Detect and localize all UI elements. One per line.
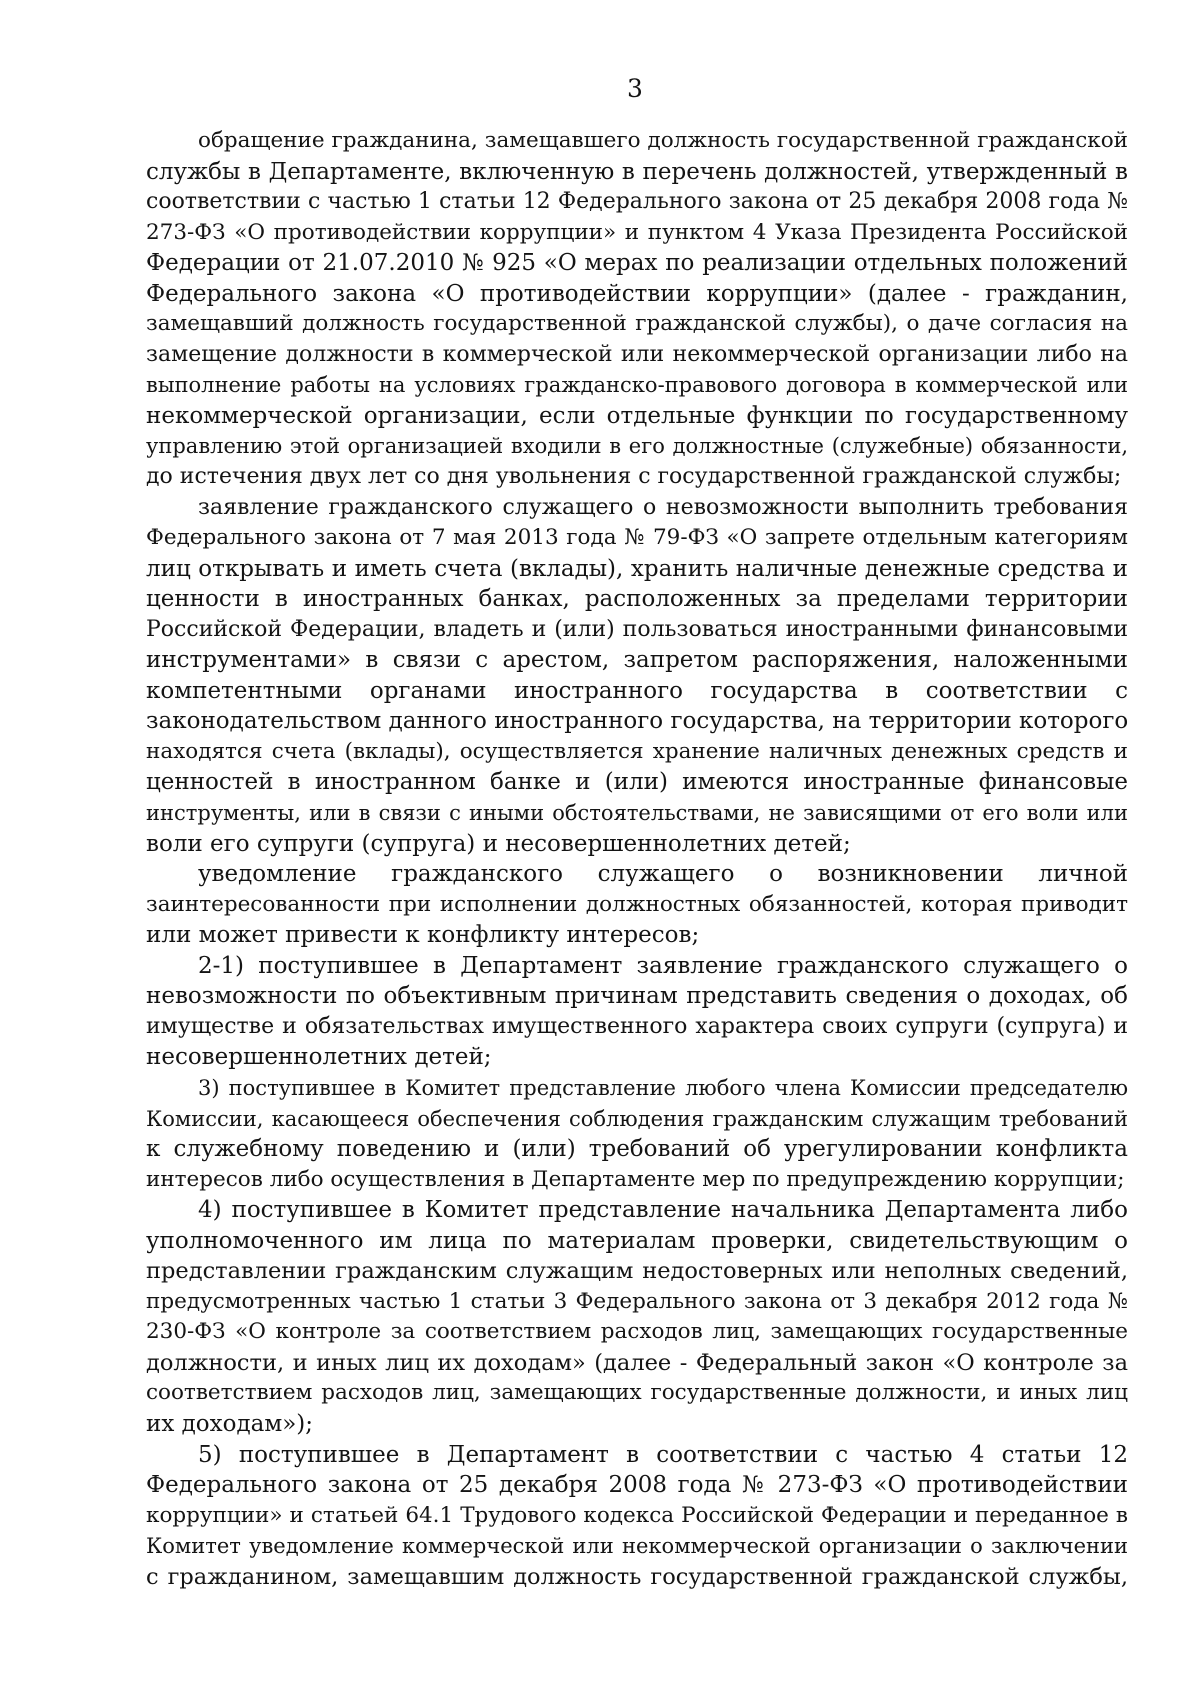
page-number: 3 [627,74,643,103]
text-line: коррупции» и статьей 64.1 Трудового кодекса Российской Федерации и переданное в [146,1502,1128,1528]
text-line: их доходам»); [146,1410,313,1437]
text-line: законодательством данного иностранного государства, на территории которого [146,708,1129,735]
text-line: ценности в иностранных банках, расположенных за пределами территории [146,586,1128,613]
text-line: соответствии с частью 1 статьи 12 Федерального закона от 25 декабря 2008 года № [146,189,1128,215]
text-line: представлении гражданским служащим недостоверных или неполных сведений, [146,1258,1128,1285]
text-line: находятся счета (вклады), осуществляется хранение наличных денежных средств и [146,738,1128,764]
text-line: управлению этой организацией входили в его должностные (служебные) обязанности, [146,434,1128,459]
text-line: 230-ФЗ «О контроле за соответствием расходов лиц, замещающих государственные [146,1319,1128,1345]
text-line: ценностей в иностранном банке и (или) имеются иностранные финансовые [146,769,1128,796]
text-line: или может привести к конфликту интересов; [146,922,700,949]
text-line: инструментами» в связи с арестом, запретом распоряжения, наложенными [146,647,1128,674]
text-line: Комитет уведомление коммерческой или некоммерческой организации о заключении [146,1534,1128,1559]
text-line: с гражданином, замещавшим должность государственной гражданской службы, [146,1563,1128,1590]
text-line: 2-1) поступившее в Департамент заявление гражданского служащего о [198,952,1128,979]
text-line: службы в Департаменте, включенную в перечень должностей, утвержденный в [146,158,1128,185]
text-line: инструменты, или в связи с иными обстоятельствами, не зависящими от его воли или [146,801,1128,826]
document-body [146,126,1128,1592]
text-line: выполнение работы на условиях гражданско-правового договора в коммерческой или [146,373,1128,398]
text-line: некоммерческой организации, если отдельные функции по государственному [146,402,1128,429]
text-line: соответствием расходов лиц, замещающих государственные должности, и иных лиц [146,1380,1128,1406]
text-line: Федерации от 21.07.2010 № 925 «О мерах по реализации отдельных положений [146,250,1128,277]
text-line: заинтересованности при исполнении должностных обязанностей, которая приводит [146,891,1128,917]
text-line: имуществе и обязательствах имущественного характера своих супруги (супруга) и [146,1013,1128,1039]
text-line: компетентными органами иностранного государства в соответствии с [146,677,1128,704]
text-line: несовершеннолетних детей; [146,1044,492,1071]
text-line: уведомление гражданского служащего о возникновении личной [198,861,1128,888]
text-line: воли его супруги (супруга) и несовершеннолетних детей; [146,830,851,857]
text-line: замещавший должность государственной гражданской службы), о даче согласия на [146,311,1128,337]
text-line: до истечения двух лет со дня увольнения с государственной гражданской службы; [146,464,1122,490]
text-line: Российской Федерации, владеть и (или) пользоваться иностранными финансовыми [146,616,1128,642]
text-line: должности, и иных лиц их доходам» (далее - Федеральный закон «О контроле за [146,1349,1128,1376]
text-line: 4) поступившее в Комитет представление начальника Департамента либо [198,1197,1128,1224]
text-line: Федерального закона от 25 декабря 2008 года № 273-ФЗ «О противодействии [146,1472,1128,1499]
text-line: заявление гражданского служащего о невозможности выполнить требования [198,494,1128,520]
text-line: Федерального закона от 7 мая 2013 года № 79-ФЗ «О запрете отдельным категориям [146,525,1128,551]
text-line: интересов либо осуществления в Департаменте мер по предупреждению коррупции; [146,1166,1125,1192]
text-line: предусмотренных частью 1 статьи 3 Федерального закона от 3 декабря 2012 года № [146,1288,1128,1314]
text-line: лиц открывать и иметь счета (вклады), хранить наличные денежные средства и [146,555,1128,582]
text-line: невозможности по объективным причинам представить сведения о доходах, об [146,983,1128,1010]
text-line: Комиссии, касающееся обеспечения соблюдения гражданским служащим требований [146,1106,1128,1131]
text-line: к служебному поведению и (или) требований об урегулировании конфликта [146,1136,1128,1163]
text-line: уполномоченного им лица по материалам проверки, свидетельствующим о [146,1227,1128,1254]
text-line: 273-ФЗ «О противодействии коррупции» и пунктом 4 Указа Президента Российской [146,219,1128,245]
text-line: обращение гражданина, замещавшего должность государственной гражданской [198,128,1128,153]
text-line: замещение должности в коммерческой или некоммерческой организации либо на [146,341,1128,367]
text-line: Федерального закона «О противодействии коррупции» (далее - гражданин, [146,280,1128,307]
text-line: 3) поступившее в Комитет представление любого члена Комиссии председателю [198,1075,1128,1100]
text-line: 5) поступившее в Департамент в соответствии с частью 4 статьи 12 [198,1441,1128,1468]
